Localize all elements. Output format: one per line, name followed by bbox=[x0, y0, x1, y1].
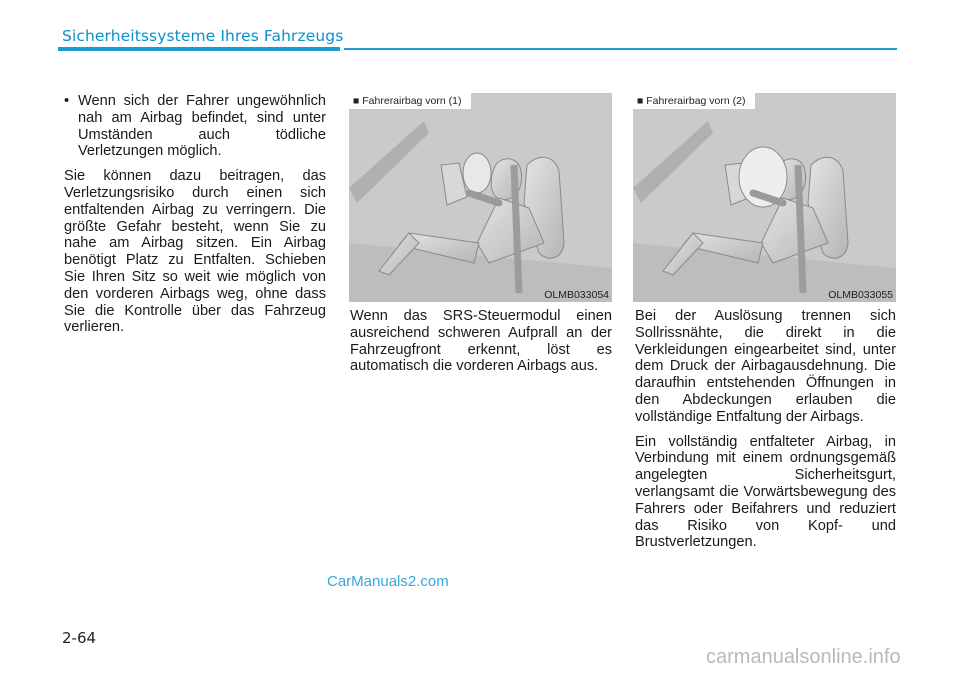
right-paragraph-2: Ein vollständig entfalteter Airbag, in Verbindung mit einem ordnungsgemäß angelegten Sicherheitsgurt, verlangsamt die Vorwärtsbewegung des Fahrers oder Beifahrers und reduziert das Risiko von Kopf- und Brustverletzungen. bbox=[635, 433, 896, 551]
figure-code: OLMB033054 bbox=[544, 289, 609, 301]
bullet-mark: • bbox=[64, 93, 70, 109]
watermark-link[interactable]: CarManuals2.com bbox=[327, 573, 449, 590]
header-rule-accent bbox=[58, 47, 340, 51]
header-rule bbox=[344, 48, 897, 50]
bullet-text: Wenn sich der Fahrer ungewöhnlich nah am Airbag befindet, sind unter Umständen auch tödliche Verletzungen möglich. bbox=[78, 93, 326, 160]
figure-caption: ■ Fahrerairbag vorn (2) bbox=[633, 93, 755, 109]
driver-airbag-illustration-2 bbox=[633, 93, 896, 302]
footer-watermark: carmanualsonline.info bbox=[706, 646, 901, 668]
middle-paragraph: Wenn das SRS-Steuermodul einen ausreichend schweren Aufprall an der Fahrzeugfront erkennt, löst es automatisch die vorderen Airbags aus. bbox=[350, 308, 612, 375]
middle-column bbox=[350, 308, 612, 383]
right-column bbox=[635, 308, 896, 559]
driver-airbag-illustration-1 bbox=[349, 93, 612, 302]
left-paragraph: Sie können dazu beitragen, das Verletzungsrisiko durch einen sich entfaltenden Airbag zu verringern. Die größte Gefahr besteht, wenn Sie zu nahe am Airbag sitzen. Ein Airbag benötigt Platz zu Entfalten. Schieben Sie Ihren Sitz so weit wie möglich von den vorderen Airbags weg, ohne dass Sie die Kontrolle über das Fahrzeug verlieren. bbox=[64, 168, 326, 336]
right-paragraph-1: Bei der Auslösung trennen sich Sollrissnähte, die direkt in die Verkleidungen eingearbeitet sind, unter dem Druck der Airbagausdehnung. Die daraufhin entstehenden Öffnungen in den Abdeckungen erlauben die vollständige Entfaltung der Airbags. bbox=[635, 308, 896, 425]
airbag-figure-2 bbox=[633, 93, 896, 302]
page-number: 2-64 bbox=[62, 629, 97, 647]
figure-code: OLMB033055 bbox=[828, 289, 893, 301]
left-column bbox=[64, 93, 326, 344]
section-title: Sicherheitssysteme Ihres Fahrzeugs bbox=[62, 27, 344, 45]
bullet-item bbox=[64, 93, 326, 160]
figure-caption: ■ Fahrerairbag vorn (1) bbox=[349, 93, 471, 109]
airbag-figure-1 bbox=[349, 93, 612, 302]
